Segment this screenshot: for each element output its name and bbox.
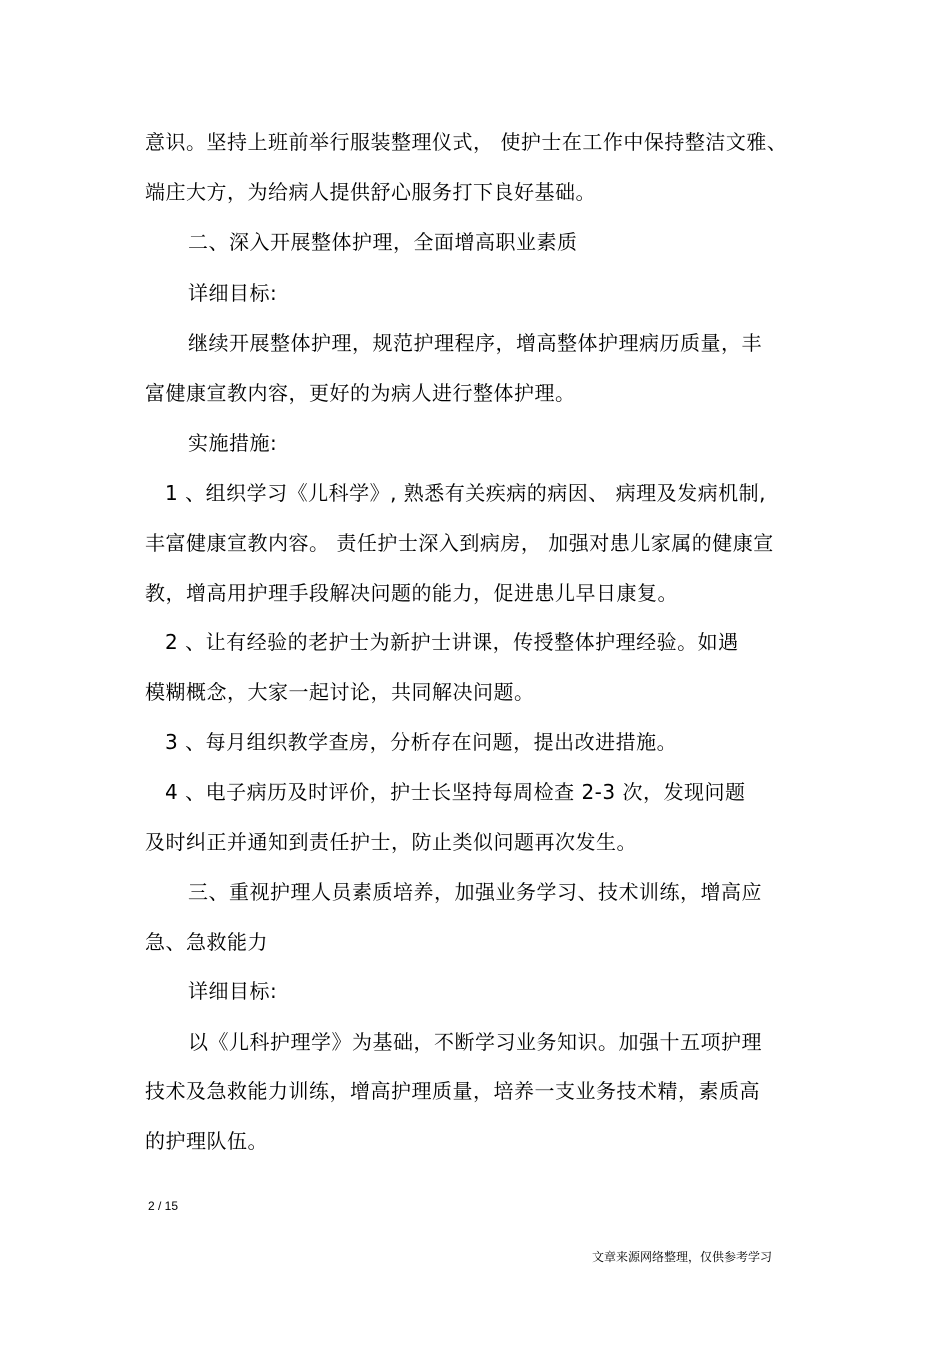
body-line: 端庄大方，为给病人提供舒心服务打下良好基础。 [145, 180, 596, 204]
subheading: 详细目标: [188, 281, 278, 305]
subheading: 实施措施: [188, 431, 278, 455]
list-item-line: 3 、每月组织教学查房，分析存在问题，提出改进措施。 [165, 730, 678, 754]
list-item-line: 1 、组织学习《儿科学》, 熟悉有关疾病的病因、 病理及发病机制, [165, 481, 767, 505]
list-item-line: 4 、电子病历及时评价，护士长坚持每周检查 2-3 次，发现问题 [165, 780, 746, 804]
source-note: 文章来源网络整理，仅供参考学习 [592, 1250, 773, 1264]
body-line: 模糊概念，大家一起讨论，共同解决问题。 [145, 680, 535, 704]
subheading: 详细目标: [188, 979, 278, 1003]
section-heading: 二、深入开展整体护理，全面增高职业素质 [188, 230, 578, 254]
body-line: 富健康宣教内容，更好的为病人进行整体护理。 [145, 381, 576, 405]
body-line: 以《儿科护理学》为基础，不断学习业务知识。加强十五项护理 [188, 1030, 762, 1054]
body-line: 丰富健康宣教内容。 责任护士深入到病房， 加强对患儿家属的健康宣 [145, 531, 774, 555]
body-line: 继续开展整体护理，规范护理程序，增高整体护理病历质量，丰 [188, 331, 762, 355]
list-item-line: 2 、让有经验的老护士为新护士讲课，传授整体护理经验。如遇 [165, 630, 739, 654]
section-heading-continuation: 急、急救能力 [145, 930, 268, 954]
body-line: 的护理队伍。 [145, 1129, 268, 1153]
body-line: 技术及急救能力训练，增高护理质量，培养一支业务技术精，素质高 [145, 1079, 760, 1103]
page-number: 2 / 15 [148, 1199, 179, 1213]
section-heading: 三、重视护理人员素质培养，加强业务学习、技术训练，增高应 [188, 880, 762, 904]
body-line: 教，增高用护理手段解决问题的能力，促进患儿早日康复。 [145, 581, 678, 605]
body-line: 意识。坚持上班前举行服装整理仪式， 使护士在工作中保持整洁文雅、 [145, 130, 788, 154]
body-line: 及时纠正并通知到责任护士，防止类似问题再次发生。 [145, 830, 637, 854]
